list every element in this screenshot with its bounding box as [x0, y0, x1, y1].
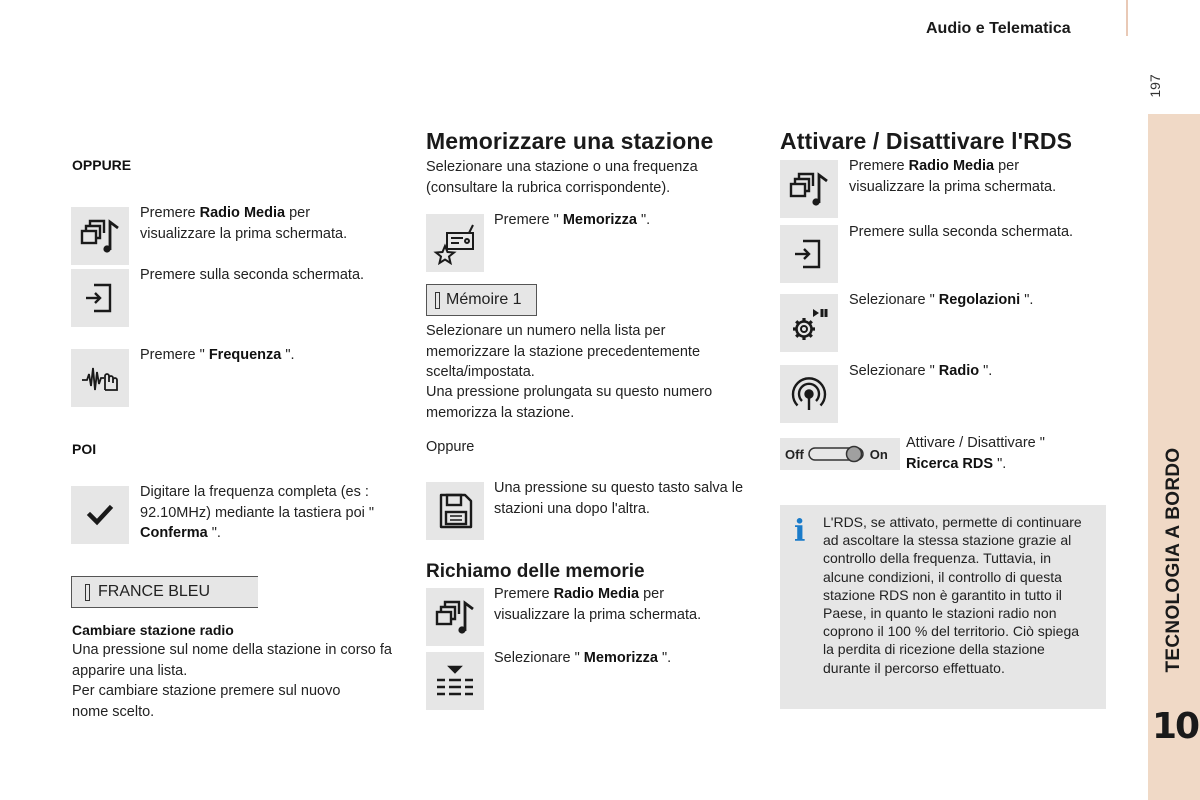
memorize-p1: Selezionare un numero nella lista per memorizzare la stazione precedentemente scelta/impostata.: [426, 323, 701, 380]
rds-step3-text: Selezionare " Regolazioni ".: [849, 292, 1034, 308]
second-screen-icon: [71, 269, 129, 327]
col1-step1-text: Premere Radio Media per visualizzare la prima schermata.: [140, 205, 348, 242]
rds-title: Attivare / Disattivare l'RDS: [780, 128, 1073, 154]
memory-list-icon: [426, 652, 484, 710]
header-title: Audio e Telematica: [926, 20, 1071, 37]
confirm-check-icon: [71, 486, 129, 544]
settings-gear-icon: [780, 294, 838, 352]
recall-title: Richiamo delle memorie: [426, 561, 645, 582]
save-text: Una pressione su questo tasto salva le stazioni una dopo l'altra.: [494, 480, 744, 517]
cursor-icon: [435, 292, 440, 309]
station-name: FRANCE BLEU: [98, 583, 211, 600]
radio-media-icon-3: [780, 160, 838, 218]
rds-toggle-switch[interactable]: [780, 438, 900, 470]
cursor-icon: [85, 584, 90, 601]
recall-step1-text: Premere Radio Media per visualizzare la prima schermata.: [494, 586, 702, 623]
memorize-title: Memorizzare una stazione: [426, 128, 714, 154]
rds-step5-text: Attivare / Disattivare " Ricerca RDS ".: [906, 435, 1045, 472]
memory-1-button[interactable]: [426, 284, 537, 316]
memory-label: Mémoire 1: [446, 291, 522, 308]
page-number: 197: [1147, 74, 1163, 98]
recall-step2-text: Selezionare " Memorizza ".: [494, 650, 672, 666]
col2-step1-text: Premere " Memorizza ".: [494, 212, 651, 228]
radio-media-icon-2: [426, 588, 484, 646]
memorize-intro: Selezionare una stazione o una frequenza (consultare la rubrica corrispondente).: [426, 159, 698, 196]
info-icon: i: [794, 514, 806, 549]
chapter-number: 10: [1151, 706, 1199, 747]
header-divider: [1126, 0, 1128, 36]
change-station-p2: Per cambiare stazione premere sul nuovo nome scelto.: [72, 683, 341, 720]
rds-step1-text: Premere Radio Media per visualizzare la prima schermata.: [849, 158, 1057, 195]
col1-step2-text: Premere sulla seconda schermata.: [140, 267, 365, 283]
toggle-on-label: On: [869, 446, 888, 462]
rds-info-text: L'RDS, se attivato, permette di continuare ad ascoltare la stessa stazione grazie al controllo della frequenza. Tuttavia, in alcune condizioni, il controllo di questa stazione RDS non è garantito in tutto il Paese, in quanto le stazioni radio non coprono il 100 % del territorio. Ciò spiega la perdita di ricezione della stazione durante il percorso effettuato.: [823, 514, 1082, 676]
col1-step4-text: Digitare la frequenza completa (es : 92.10MHz) mediante la tastiera poi " Conferma ".: [140, 484, 375, 541]
toggle-slider-icon: [808, 444, 866, 464]
second-screen-icon-2: [780, 225, 838, 283]
station-name-button[interactable]: [71, 576, 258, 608]
radio-media-icon: [71, 207, 129, 265]
change-station-p1: Una pressione sul nome della stazione in corso fa apparire una lista.: [72, 642, 392, 679]
radio-signal-icon: [780, 365, 838, 423]
oppure-label: OPPURE: [72, 157, 132, 173]
poi-label: POI: [72, 441, 97, 457]
col1-step3-text: Premere " Frequenza ".: [140, 347, 295, 363]
oppure-text: Oppure: [426, 439, 475, 455]
memorize-star-icon: [426, 214, 484, 272]
frequency-icon: [71, 349, 129, 407]
memorize-p2: Una pressione prolungata su questo numero memorizza la stazione.: [426, 384, 713, 421]
chapter-title: TECNOLOGIA A BORDO: [1163, 447, 1184, 673]
rds-step2-text: Premere sulla seconda schermata.: [849, 224, 1074, 240]
toggle-off-label: Off: [785, 446, 804, 462]
rds-step4-text: Selezionare " Radio ".: [849, 363, 993, 379]
save-floppy-icon: [426, 482, 484, 540]
change-station-title: Cambiare stazione radio: [72, 622, 234, 638]
